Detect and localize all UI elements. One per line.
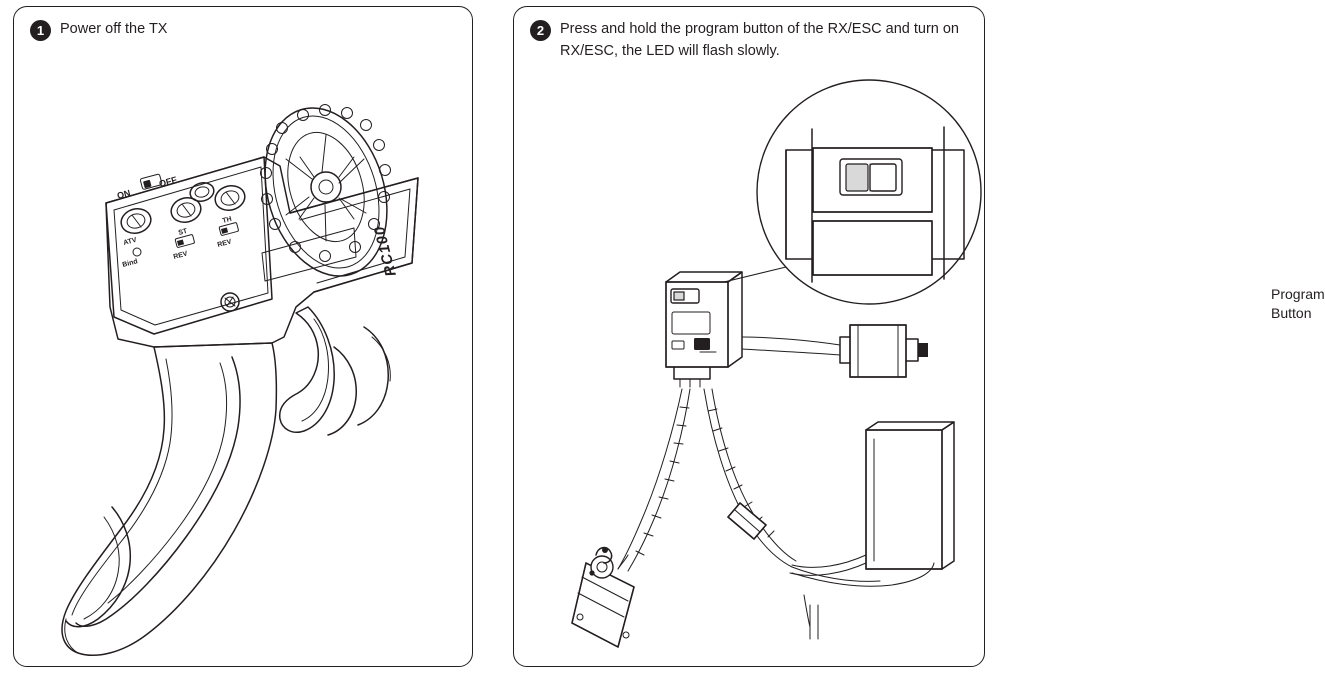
power-switch	[116, 174, 216, 204]
transmitter-illustration	[14, 7, 474, 668]
zoom-callout-circle	[757, 80, 981, 304]
switch-on-label: ON	[115, 187, 132, 201]
rx-esc-illustration	[514, 7, 986, 668]
step-1-instruction: Power off the TX	[60, 21, 168, 37]
transmitter-body	[106, 157, 418, 347]
trim-knob-th-rev	[212, 183, 247, 249]
trim-knob-st-rev	[168, 195, 203, 261]
brand-label: RC100	[370, 223, 400, 279]
step-1-badge: 1	[30, 20, 51, 41]
svg-text:TH: TH	[221, 215, 233, 225]
servo	[572, 547, 634, 647]
program-button-callout-line1: Program	[1271, 286, 1325, 302]
throttle-trigger	[280, 307, 391, 435]
svg-text:Bind: Bind	[121, 258, 139, 269]
rx-esc-unit	[666, 272, 742, 387]
trim-knob-atv-bind	[118, 206, 153, 269]
step-panel-1	[13, 6, 473, 667]
svg-text:ST: ST	[177, 227, 189, 237]
program-button-callout-line2: Button	[1271, 304, 1312, 321]
svg-text:ATV: ATV	[122, 236, 138, 247]
svg-text:REV: REV	[216, 238, 233, 249]
switch-off-label: OFF	[157, 174, 178, 189]
step-panel-2	[513, 6, 1325, 667]
program-button-callout	[1271, 285, 1325, 323]
step-2-instruction: Press and hold the program button of the RX/ESC and turn on RX/ESC, the LED will flash slowly.	[560, 21, 959, 59]
motor	[742, 325, 928, 377]
battery-pack	[790, 422, 954, 575]
step-2-badge: 2	[530, 20, 551, 41]
transmitter-grip	[62, 343, 276, 655]
svg-text:REV: REV	[172, 250, 189, 261]
